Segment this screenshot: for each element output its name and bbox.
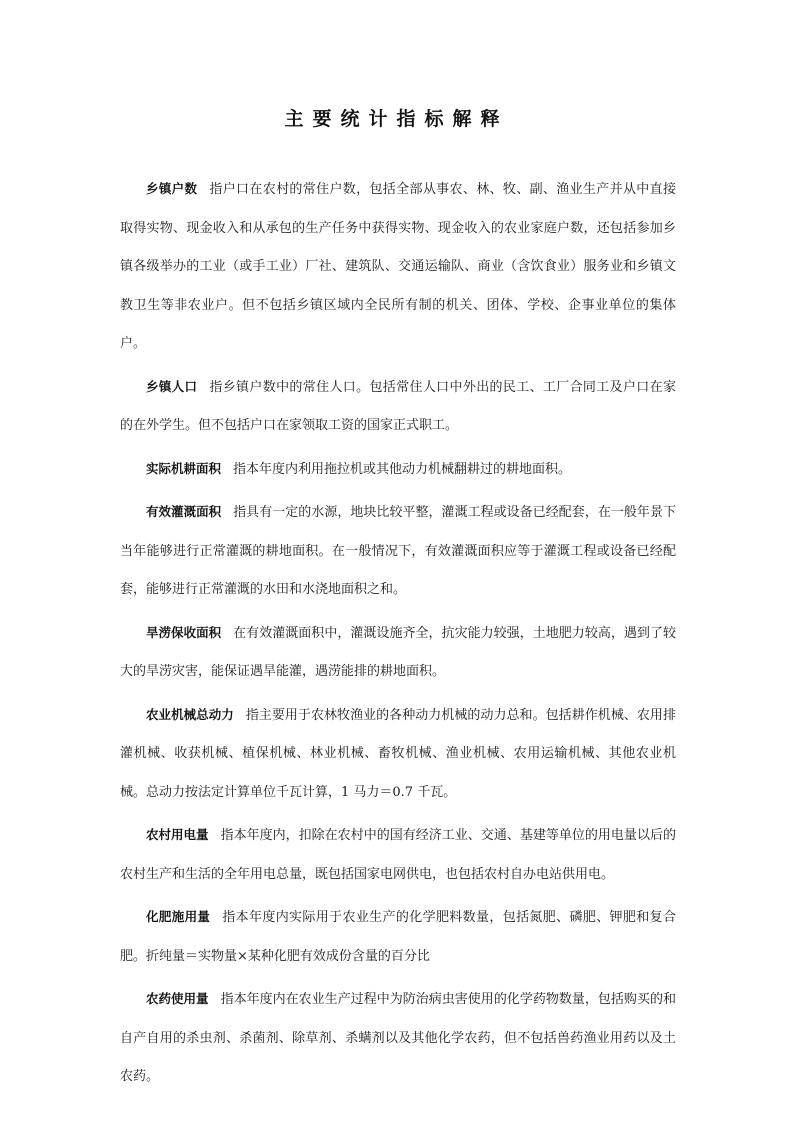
entry-township-population	[120, 368, 676, 446]
entry-definition: 在有效灌溉面积中，灌溉设施齐全，抗灾能力较强，土地肥力较高，遇到了较大的旱涝灾害，能保证遇旱能灌，遇涝能排的耕地面积。	[120, 625, 676, 679]
entry-township-households	[120, 170, 676, 364]
entry-term: 实际机耕面积	[146, 460, 222, 476]
entry-definition: 指户口在农村的常住户数，包括全部从事农、林、牧、副、渔业生产并从中直接取得实物、现金收入和从承包的生产任务中获得实物、现金收入的农业家庭户数，还包括参加乡镇各级举办的工业（或手工业）厂社、建筑队、交通运输队、商业（含饮食业）服务业和乡镇文教卫生等非农业户。但不包括乡镇区域内全民所有制的机关、团体、学校、企事业单位的集体户。	[120, 182, 676, 351]
entry-agri-machinery-power	[120, 696, 676, 813]
entry-definition: 指本年度内实际用于农业生产的化学肥料数量，包括氮肥、磷肥、钾肥和复合肥。折纯量＝实物量×某种化肥有效成份含量的百分比	[120, 910, 676, 964]
entry-definition: 指乡镇户数中的常住人口。包括常住人口中外出的民工、工厂合同工及户口在家的在外学生。但不包括户口在家领取工资的国家正式职工。	[120, 379, 676, 433]
entry-term: 有效灌溉面积	[146, 504, 222, 519]
definitions-list	[120, 170, 676, 1101]
entry-term: 化肥施用量	[146, 909, 211, 924]
entry-term: 农业机械总动力	[146, 706, 234, 722]
entry-pesticide-use	[120, 980, 676, 1097]
entry-rural-electricity	[120, 816, 676, 894]
entry-drought-flood-secure-area	[120, 614, 676, 692]
entry-definition: 指主要用于农林牧渔业的各种动力机械的动力总和。包括耕作机械、农用排灌机械、收获机械、植保机械、林业机械、畜牧机械、渔业机械、农用运输机械、其他农业机械。总动力按法定计算单位千瓦计算，1 马力＝0.7 千瓦。	[120, 707, 676, 800]
entry-definition: 指具有一定的水源，地块比较平整，灌溉工程或设备已经配套，在一般年景下当年能够进行正常灌溉的耕地面积。在一般情况下，有效灌溉面积应等于灌溉工程或设备已经配套，能够进行正常灌溉的水田和水浇地面积之和。	[120, 505, 676, 597]
entry-machine-plowed-area	[120, 450, 676, 490]
entry-definition: 指本年度内，扣除在农村中的国有经济工业、交通、基建等单位的用电量以后的农村生产和生活的全年用电总量，既包括国家电网供电，也包括农村自办电站供用电。	[120, 828, 676, 882]
entry-term: 农药使用量	[146, 991, 209, 1006]
entry-definition: 指本年度内利用拖拉机或其他动力机械翻耕过的耕地面积。	[233, 461, 572, 477]
entry-term: 农村用电量	[146, 827, 209, 842]
page-title: 主要统计指标解释	[284, 108, 509, 130]
entry-term: 旱涝保收面积	[146, 624, 222, 640]
entry-term: 乡镇户数	[146, 181, 198, 196]
entry-term: 乡镇人口	[146, 378, 198, 394]
entry-definition: 指本年度内在农业生产过程中为防治病虫害使用的化学药物数量，包括购买的和自产自用的杀虫剂、杀菌剂、除草剂、杀螨剂以及其他化学农药，但不包括兽药渔业用药以及土农药。	[120, 992, 676, 1084]
entry-effective-irrigated-area	[120, 493, 676, 610]
entry-fertilizer-use	[120, 898, 676, 976]
